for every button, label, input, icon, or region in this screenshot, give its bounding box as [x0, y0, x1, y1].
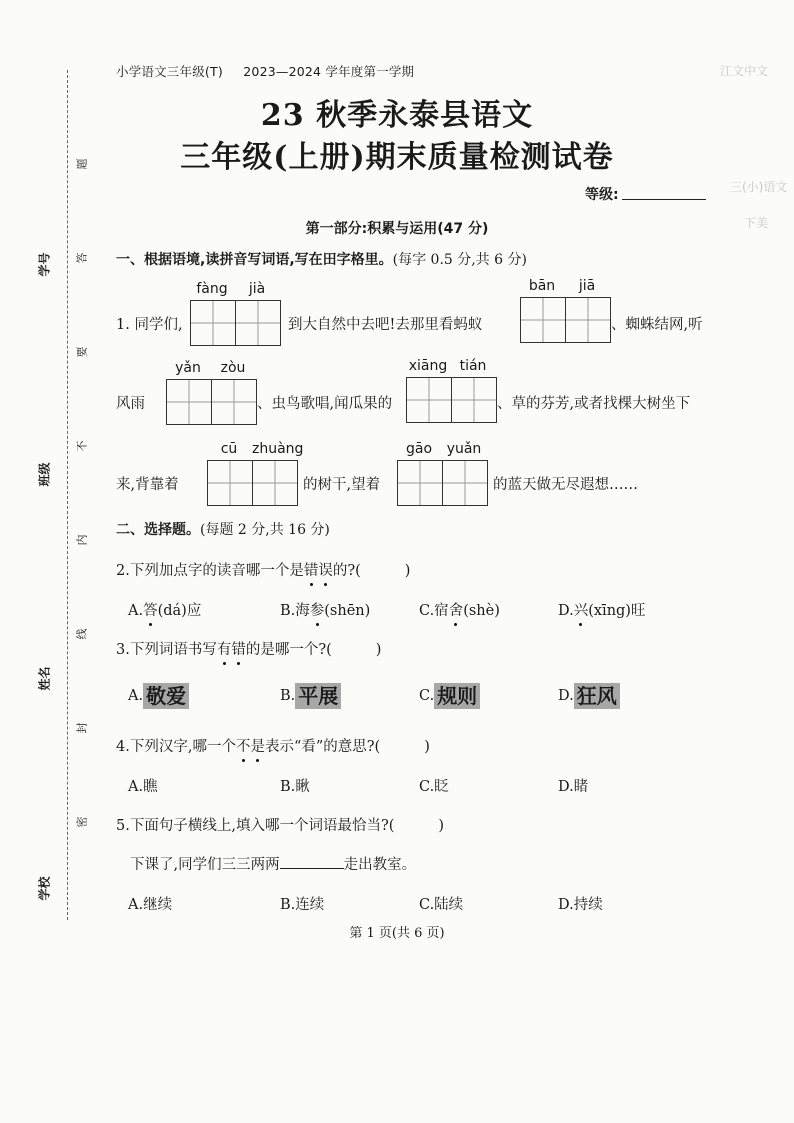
tianzi-grid-cuzhuang[interactable] [207, 460, 298, 506]
binding-word: 要 [75, 346, 89, 358]
q3-option-a[interactable]: A. 敬爱 [128, 683, 189, 709]
q4-option-c[interactable]: C.眨 [419, 779, 449, 795]
q5-sentence: 下课了,同学们三三两两 走出教室。 [130, 857, 417, 873]
q5-option-b[interactable]: B.连续 [280, 897, 325, 913]
q3-option-d[interactable]: D. 狂风 [558, 683, 620, 709]
q1-text: 到大自然中去吧!去那里看蚂蚁 [288, 317, 483, 333]
q4-option-d[interactable]: D.睹 [558, 779, 589, 795]
q5-option-d[interactable]: D.持续 [558, 897, 603, 913]
q5-option-c[interactable]: C.陆续 [419, 897, 464, 913]
q1-text: 、蜘蛛结网,听 [611, 317, 703, 333]
pinyin: zhuàng [252, 441, 304, 457]
q1-text: 、草的芬芳,或者找棵大树坐下 [497, 396, 691, 412]
q3-option-b[interactable]: B. 平展 [280, 683, 341, 709]
word-image: 平展 [295, 683, 341, 709]
grade-field[interactable] [622, 199, 706, 200]
binding-word: 内 [75, 534, 89, 546]
pinyin: yǎn [175, 360, 201, 376]
pinyin: cū [220, 441, 238, 457]
pinyin: jià [248, 281, 266, 297]
bleed-text: 下美 [744, 216, 769, 230]
section2-heading: 二、选择题。(每题 2 分,共 16 分) [116, 522, 330, 538]
binding-word: 答 [75, 252, 89, 264]
pinyin: jiā [578, 278, 596, 294]
tianzi-grid-banjia[interactable] [520, 297, 611, 343]
q2-option-a[interactable]: A.答(dá)应 [128, 599, 201, 620]
q2-option-d[interactable]: D.兴(xīng)旺 [558, 599, 645, 620]
q1-text: 1. 同学们, [116, 317, 183, 333]
word-image: 敬爱 [143, 683, 189, 709]
word-image: 规则 [434, 683, 480, 709]
q1-text: 的蓝天做无尽遐想…… [493, 477, 638, 493]
pinyin: tián [459, 358, 487, 374]
q1-text: 来,背靠着 [116, 477, 179, 493]
page-number: 第 1 页(共 6 页) [349, 926, 445, 941]
q4-stem: 4.下列汉字,哪一个不是表示“看”的意思?( ) [116, 735, 430, 756]
pinyin: fàng [196, 281, 228, 297]
pinyin: xiāng [408, 358, 448, 374]
school-label: 学校 [37, 876, 52, 901]
q4-option-a[interactable]: A.瞧 [128, 779, 158, 795]
pinyin: gāo [405, 441, 433, 457]
bleed-text: 三(小)语文 [730, 180, 788, 194]
binding-word: 线 [75, 628, 89, 640]
q1-text: 、虫鸟歌唱,闻瓜果的 [257, 396, 393, 412]
tianzi-grid-gaoyuan[interactable] [397, 460, 488, 506]
binding-word: 不 [75, 440, 89, 452]
tianzi-grid-fangjia[interactable] [190, 300, 281, 346]
binding-word: 题 [75, 158, 89, 170]
binding-word: 密 [75, 816, 89, 828]
student-id-label: 学号 [37, 252, 52, 277]
pinyin: yuǎn [446, 441, 482, 457]
q2-option-b[interactable]: B.海参(shēn) [280, 599, 370, 620]
fill-blank[interactable] [280, 868, 344, 869]
pinyin: zòu [220, 360, 246, 376]
word-image: 狂风 [574, 683, 620, 709]
q2-option-c[interactable]: C.宿舍(shè) [419, 599, 500, 620]
section1-heading: 一、根据语境,读拼音写词语,写在田字格里。(每字 0.5 分,共 6 分) [116, 252, 527, 268]
name-label: 姓名 [37, 666, 52, 691]
binding-word: 封 [75, 722, 89, 734]
header-line [116, 62, 414, 80]
part1-heading: 第一部分:积累与运用(47 分) [305, 221, 489, 237]
bleed-text: 江文中文 [720, 64, 769, 78]
q1-text: 的树干,望着 [303, 477, 381, 493]
q1-text: 风雨 [116, 396, 145, 412]
q5-stem: 5.下面句子横线上,填入哪一个词语最恰当?( ) [116, 818, 445, 834]
q2-stem: 2.下列加点字的读音哪一个是错误的?( ) [116, 559, 410, 580]
q3-stem: 3.下列词语书写有错的是哪一个?( ) [116, 638, 381, 659]
tianzi-grid-yanzou[interactable] [166, 379, 257, 425]
course-name: 小学语文三年级(T) [116, 64, 223, 79]
grade-label: 等级: [585, 187, 619, 203]
exam-title-line1: 23 秋季永泰县语文 [260, 98, 534, 133]
q5-option-a[interactable]: A.继续 [128, 897, 173, 913]
q3-option-c[interactable]: C. 规则 [419, 683, 480, 709]
q4-option-b[interactable]: B.瞅 [280, 779, 310, 795]
pinyin: bān [528, 278, 556, 294]
binding-line [67, 70, 68, 920]
tianzi-grid-xiangtian[interactable] [406, 377, 497, 423]
exam-title-line2: 三年级(上册)期末质量检测试卷 [180, 140, 614, 175]
class-label: 班级 [37, 462, 52, 487]
school-term: 2023—2024 学年度第一学期 [243, 64, 415, 79]
